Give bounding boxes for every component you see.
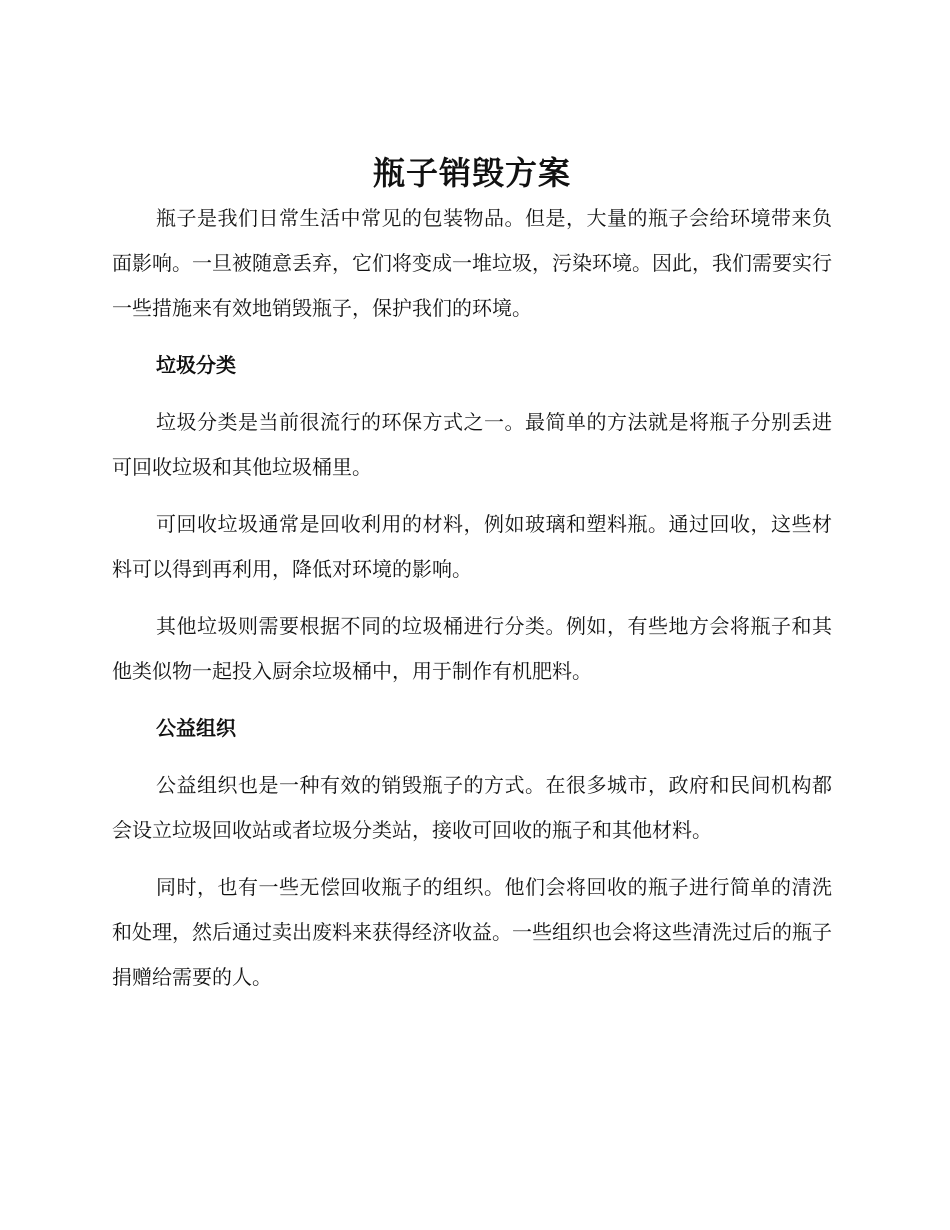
- section-heading-sorting: 垃圾分类: [156, 353, 236, 377]
- document-page: [112, 150, 832, 1000]
- page-title: 瓶子销毁方案: [372, 154, 571, 192]
- spacer: [112, 694, 832, 706]
- sorting-paragraph-3: 其他垃圾则需要根据不同的垃圾桶进行分类。例如，有些地方会将瓶子和其他类似物一起投入厨余垃圾桶中，用于制作有机肥料。: [112, 614, 832, 683]
- spacer: [112, 331, 832, 343]
- spacer: [112, 592, 832, 604]
- spacer: [112, 388, 832, 400]
- charity-paragraph-1: 公益组织也是一种有效的销毁瓶子的方式。在很多城市，政府和民间机构都会设立垃圾回收站或者垃圾分类站，接收可回收的瓶子和其他材料。: [112, 773, 832, 842]
- spacer: [112, 853, 832, 865]
- sorting-paragraph-2: 可回收垃圾通常是回收利用的材料，例如玻璃和塑料瓶。通过回收，这些材料可以得到再利用，降低对环境的影响。: [112, 512, 832, 581]
- section-heading-charity: 公益组织: [156, 716, 236, 740]
- spacer: [112, 751, 832, 763]
- charity-paragraph-2: 同时，也有一些无偿回收瓶子的组织。他们会将回收的瓶子进行简单的清洗和处理，然后通过卖出废料来获得经济收益。一些组织也会将这些清洗过后的瓶子捐赠给需要的人。: [112, 875, 832, 989]
- sorting-paragraph-1: 垃圾分类是当前很流行的环保方式之一。最简单的方法就是将瓶子分别丢进可回收垃圾和其他垃圾桶里。: [112, 410, 832, 479]
- spacer: [112, 490, 832, 502]
- intro-paragraph: 瓶子是我们日常生活中常见的包装物品。但是，大量的瓶子会给环境带来负面影响。一旦被随意丢弃，它们将变成一堆垃圾，污染环境。因此，我们需要实行一些措施来有效地销毁瓶子，保护我们的环境。: [112, 206, 832, 320]
